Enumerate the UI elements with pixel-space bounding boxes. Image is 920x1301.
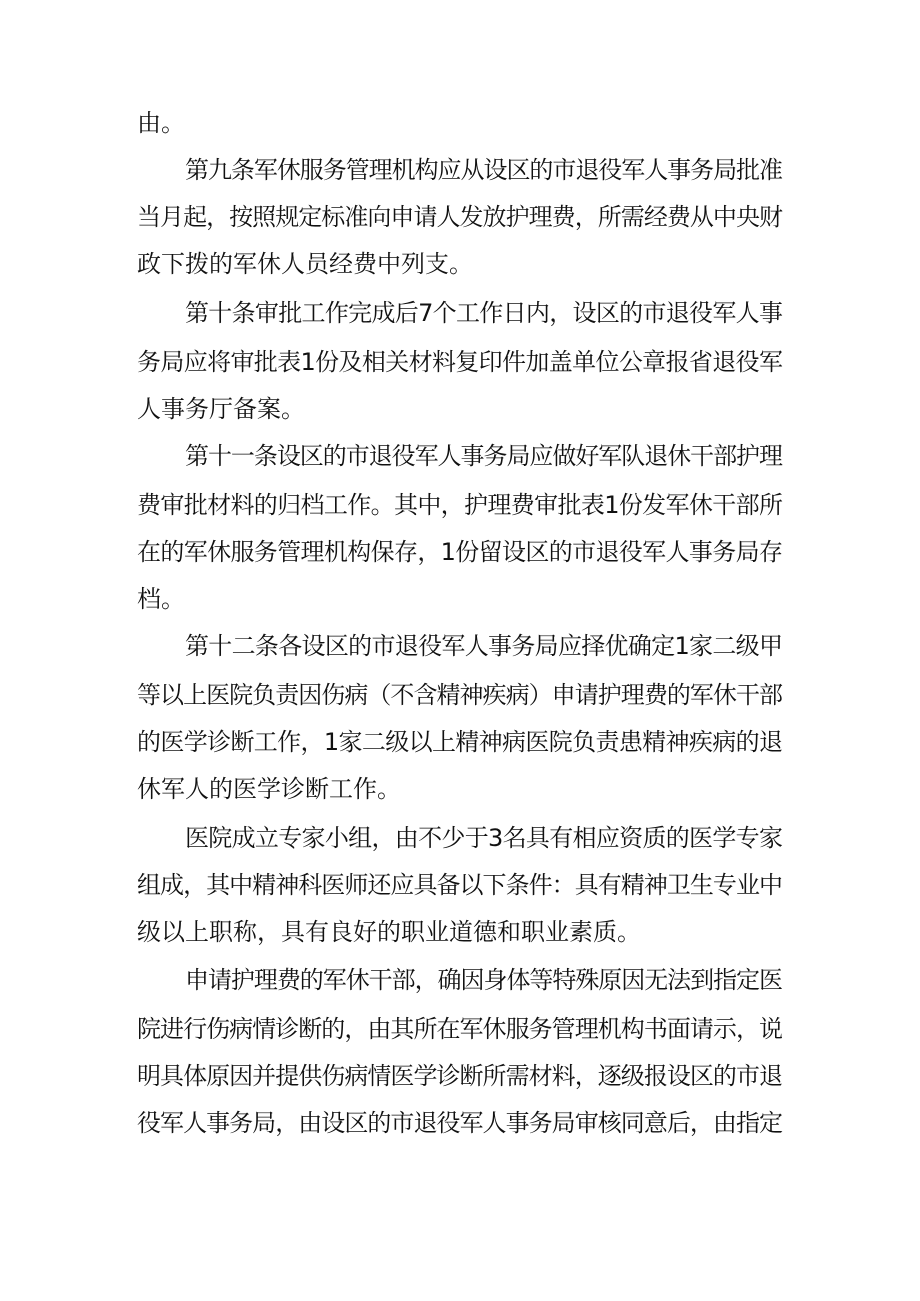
text-line	[0, 485, 920, 525]
text-line	[0, 244, 920, 284]
text-line-content: 等以上医院负责因伤病（不含精神疾病）申请护理费的军休干部	[137, 681, 783, 709]
text-line	[0, 197, 920, 237]
text-line	[0, 150, 920, 190]
text-line-content: 当月起，按照规定标准向申请人发放护理费，所需经费从中央财	[137, 203, 783, 231]
text-line-content: 明具体原因并提供伤病情医学诊断所需材料，逐级报设区的市退	[137, 1062, 783, 1090]
text-line-content: 费审批材料的归档工作。其中，护理费审批表1份发军休干部所	[137, 491, 783, 519]
text-line	[0, 769, 920, 809]
text-line	[0, 579, 920, 619]
text-line	[0, 865, 920, 905]
text-line-content: 在的军休服务管理机构保存，1份留设区的市退役军人事务局存	[137, 538, 783, 566]
text-line-content: 第十一条设区的市退役军人事务局应做好军队退休干部护理	[185, 442, 782, 470]
text-line	[0, 103, 920, 143]
text-line-content: 档。	[137, 585, 185, 613]
text-line-content: 第九条军休服务管理机构应从设区的市退役军人事务局批准	[185, 156, 782, 184]
text-line	[0, 342, 920, 382]
text-line-content: 申请护理费的军休干部，确因身体等特殊原因无法到指定医	[185, 966, 782, 994]
text-line	[0, 626, 920, 666]
text-line	[0, 436, 920, 476]
text-line-content: 院进行伤病情诊断的，由其所在军休服务管理机构书面请示，说	[137, 1015, 783, 1043]
text-line-content: 务局应将审批表1份及相关材料复印件加盖单位公章报省退役军	[137, 348, 783, 376]
text-line	[0, 818, 920, 858]
text-line-content: 第十条审批工作完成后7个工作日内，设区的市退役军人事	[185, 299, 783, 327]
text-line	[0, 675, 920, 715]
text-line-content: 役军人事务局，由设区的市退役军人事务局审核同意后，由指定	[137, 1109, 783, 1137]
text-line	[0, 722, 920, 762]
text-line-content: 休军人的医学诊断工作。	[137, 775, 401, 803]
text-line-content: 医院成立专家小组，由不少于3名具有相应资质的医学专家	[185, 824, 783, 852]
text-line	[0, 532, 920, 572]
text-line	[0, 960, 920, 1000]
text-line	[0, 293, 920, 333]
text-line-content: 政下拨的军休人员经费中列支。	[137, 250, 473, 278]
text-line	[0, 1009, 920, 1049]
text-line-content: 第十二条各设区的市退役军人事务局应择优确定1家二级甲	[185, 632, 783, 660]
text-line-content: 组成，其中精神科医师还应具备以下条件：具有精神卫生专业中	[137, 871, 783, 899]
text-line	[0, 912, 920, 952]
text-line-content: 级以上职称，具有良好的职业道德和职业素质。	[137, 918, 641, 946]
text-line	[0, 1103, 920, 1143]
text-line	[0, 1056, 920, 1096]
text-line	[0, 389, 920, 429]
text-line-content: 由。	[137, 109, 185, 137]
text-line-content: 的医学诊断工作，1家二级以上精神病医院负责患精神疾病的退	[137, 728, 783, 756]
text-line-content: 人事务厅备案。	[137, 395, 305, 423]
